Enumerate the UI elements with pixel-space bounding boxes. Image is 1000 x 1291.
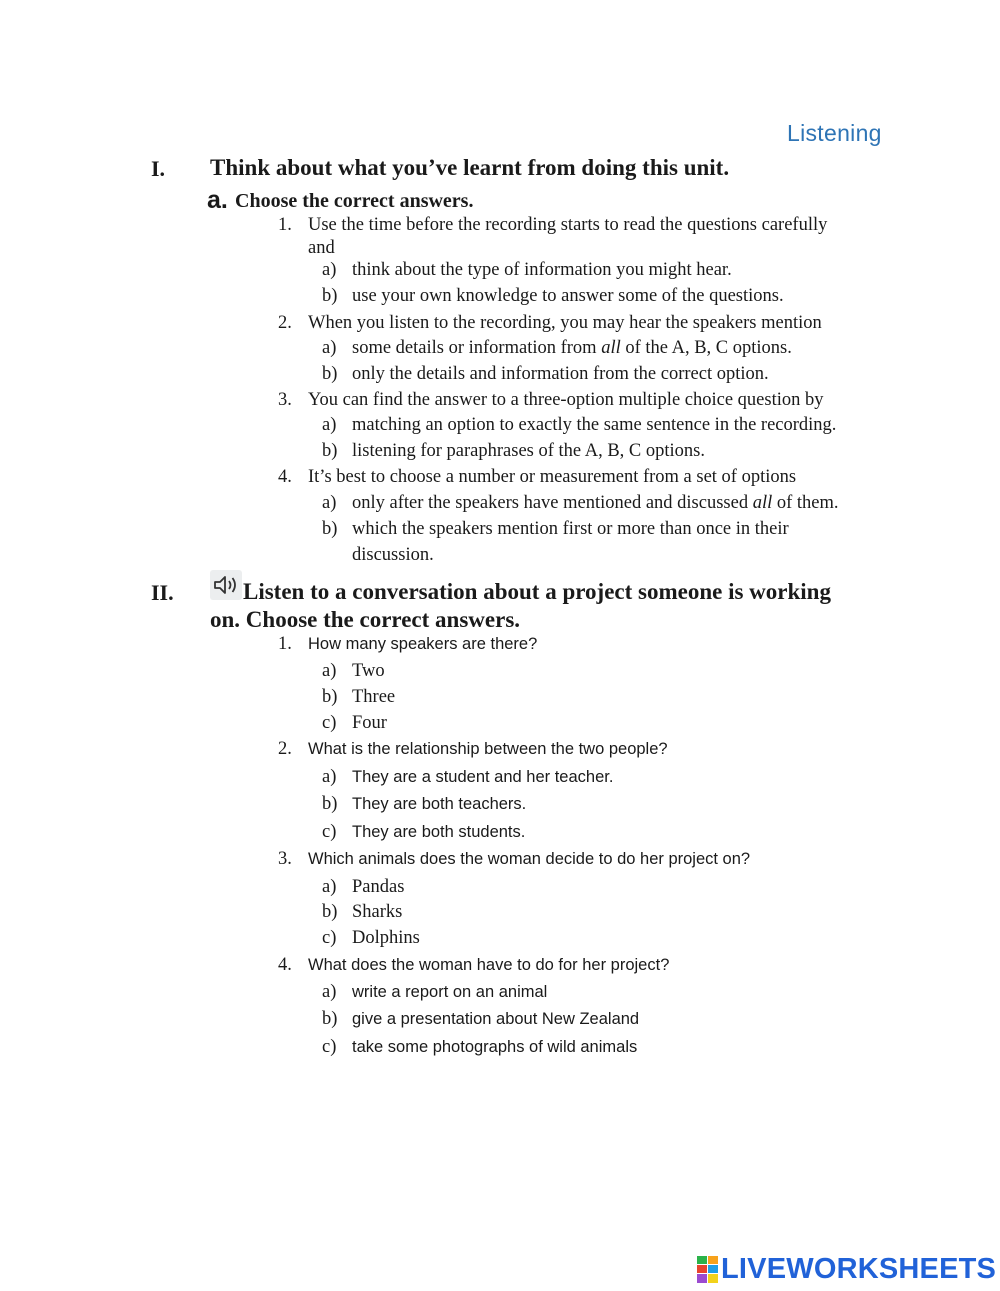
s2-q2-option-c[interactable]: They are both students. bbox=[352, 823, 526, 841]
s2-q2-option-b-letter: b) bbox=[322, 794, 338, 814]
s2-q3-option-c-letter: c) bbox=[322, 928, 337, 948]
s1-q2-text: When you listen to the recording, you may hear the speakers mention bbox=[308, 313, 822, 333]
s2-q1-number: 1. bbox=[278, 634, 292, 654]
s2-q1-text: How many speakers are there? bbox=[308, 635, 538, 653]
s1-q1-option-b-letter: b) bbox=[322, 286, 338, 306]
s2-q4-option-c[interactable]: take some photographs of wild animals bbox=[352, 1038, 638, 1056]
s1-q2-option-a-post: of the A, B, C options. bbox=[620, 338, 792, 358]
section-2-title: Listen to a conversation about a project someone is working bbox=[243, 579, 831, 604]
s1-q4-option-a-post: of them. bbox=[772, 493, 839, 513]
s1-q4-option-b-cont[interactable]: discussion. bbox=[352, 545, 434, 565]
s1-q4-option-a[interactable] bbox=[352, 493, 839, 514]
s2-q4-text: What does the woman have to do for her project? bbox=[308, 956, 670, 974]
s2-q3-option-b-letter: b) bbox=[322, 902, 338, 922]
speaker-audio-icon[interactable] bbox=[210, 570, 242, 600]
s2-q3-number: 3. bbox=[278, 849, 292, 869]
s1-q4-option-a-letter: a) bbox=[322, 493, 337, 513]
s1-q4-option-b[interactable]: which the speakers mention first or more than once in their bbox=[352, 519, 789, 539]
s1-q4-option-a-emphasis: all bbox=[752, 493, 773, 513]
s1-q2-number: 2. bbox=[278, 313, 292, 333]
s2-q1-option-c[interactable]: Four bbox=[352, 713, 387, 733]
s1-q3-option-b-letter: b) bbox=[322, 441, 338, 461]
s1-q1-option-a-letter: a) bbox=[322, 260, 337, 280]
s1-q3-option-a-letter: a) bbox=[322, 415, 337, 435]
s2-q1-option-b-letter: b) bbox=[322, 687, 338, 707]
section-1-title: Think about what you’ve learnt from doing this unit. bbox=[210, 155, 730, 180]
s2-q2-text: What is the relationship between the two people? bbox=[308, 740, 668, 758]
s1-q4-text: It’s best to choose a number or measurement from a set of options bbox=[308, 467, 797, 487]
s2-q3-text: Which animals does the woman decide to do her project on? bbox=[308, 850, 751, 868]
s2-q1-option-a-letter: a) bbox=[322, 661, 337, 681]
s1-q3-option-b[interactable]: listening for paraphrases of the A, B, C options. bbox=[352, 441, 705, 461]
liveworksheets-logo-text[interactable]: LIVEWORKSHEETS bbox=[721, 1253, 997, 1285]
s2-q4-number: 4. bbox=[278, 955, 292, 975]
s2-q3-option-a-letter: a) bbox=[322, 877, 337, 897]
s2-q2-option-b[interactable]: They are both teachers. bbox=[352, 795, 527, 813]
s2-q4-option-c-letter: c) bbox=[322, 1037, 337, 1057]
s1-q4-number: 4. bbox=[278, 467, 292, 487]
subsection-a-title: Choose the correct answers. bbox=[235, 190, 474, 212]
s1-q3-text: You can find the answer to a three-option multiple choice question by bbox=[308, 390, 824, 410]
s1-q1-text-cont: and bbox=[308, 238, 335, 258]
s2-q3-option-b[interactable]: Sharks bbox=[352, 902, 403, 922]
s1-q2-option-a[interactable] bbox=[352, 338, 792, 359]
liveworksheets-logo-icon bbox=[697, 1256, 719, 1284]
s1-q2-option-b-letter: b) bbox=[322, 364, 338, 384]
section-2-number: II. bbox=[151, 580, 174, 605]
s2-q2-number: 2. bbox=[278, 739, 292, 759]
s2-q3-option-a[interactable]: Pandas bbox=[352, 877, 405, 897]
s2-q1-option-a[interactable]: Two bbox=[352, 661, 385, 681]
s2-q4-option-a[interactable]: write a report on an animal bbox=[352, 983, 548, 1001]
s1-q3-number: 3. bbox=[278, 390, 292, 410]
s2-q4-option-b[interactable]: give a presentation about New Zealand bbox=[352, 1010, 640, 1028]
s1-q2-option-b[interactable]: only the details and information from the correct option. bbox=[352, 364, 769, 384]
s2-q2-option-a[interactable]: They are a student and her teacher. bbox=[352, 768, 614, 786]
s2-q2-option-a-letter: a) bbox=[322, 767, 337, 787]
s2-q1-option-c-letter: c) bbox=[322, 713, 337, 733]
subsection-a-letter: a. bbox=[207, 186, 228, 214]
s2-q4-option-a-letter: a) bbox=[322, 982, 337, 1002]
s1-q1-option-b[interactable]: use your own knowledge to answer some of the questions. bbox=[352, 286, 784, 306]
s1-q2-option-a-pre: some details or information from bbox=[352, 338, 602, 358]
s1-q1-number: 1. bbox=[278, 215, 292, 235]
s1-q3-option-a[interactable]: matching an option to exactly the same sentence in the recording. bbox=[352, 415, 837, 435]
section-2-title-cont: on. Choose the correct answers. bbox=[210, 607, 521, 632]
section-1-number: I. bbox=[151, 156, 166, 181]
s1-q2-option-a-emphasis: all bbox=[601, 338, 621, 358]
s1-q4-option-a-pre: only after the speakers have mentioned and discussed bbox=[352, 493, 753, 513]
s1-q1-text: Use the time before the recording starts to read the questions carefully bbox=[308, 215, 828, 235]
s2-q3-option-c[interactable]: Dolphins bbox=[352, 928, 420, 948]
s2-q2-option-c-letter: c) bbox=[322, 822, 337, 842]
s1-q2-option-a-letter: a) bbox=[322, 338, 337, 358]
s1-q4-option-b-letter: b) bbox=[322, 519, 338, 539]
page-header-label: Listening bbox=[787, 120, 882, 146]
s2-q1-option-b[interactable]: Three bbox=[352, 687, 396, 707]
s1-q1-option-a[interactable]: think about the type of information you might hear. bbox=[352, 260, 732, 280]
s2-q4-option-b-letter: b) bbox=[322, 1009, 338, 1029]
